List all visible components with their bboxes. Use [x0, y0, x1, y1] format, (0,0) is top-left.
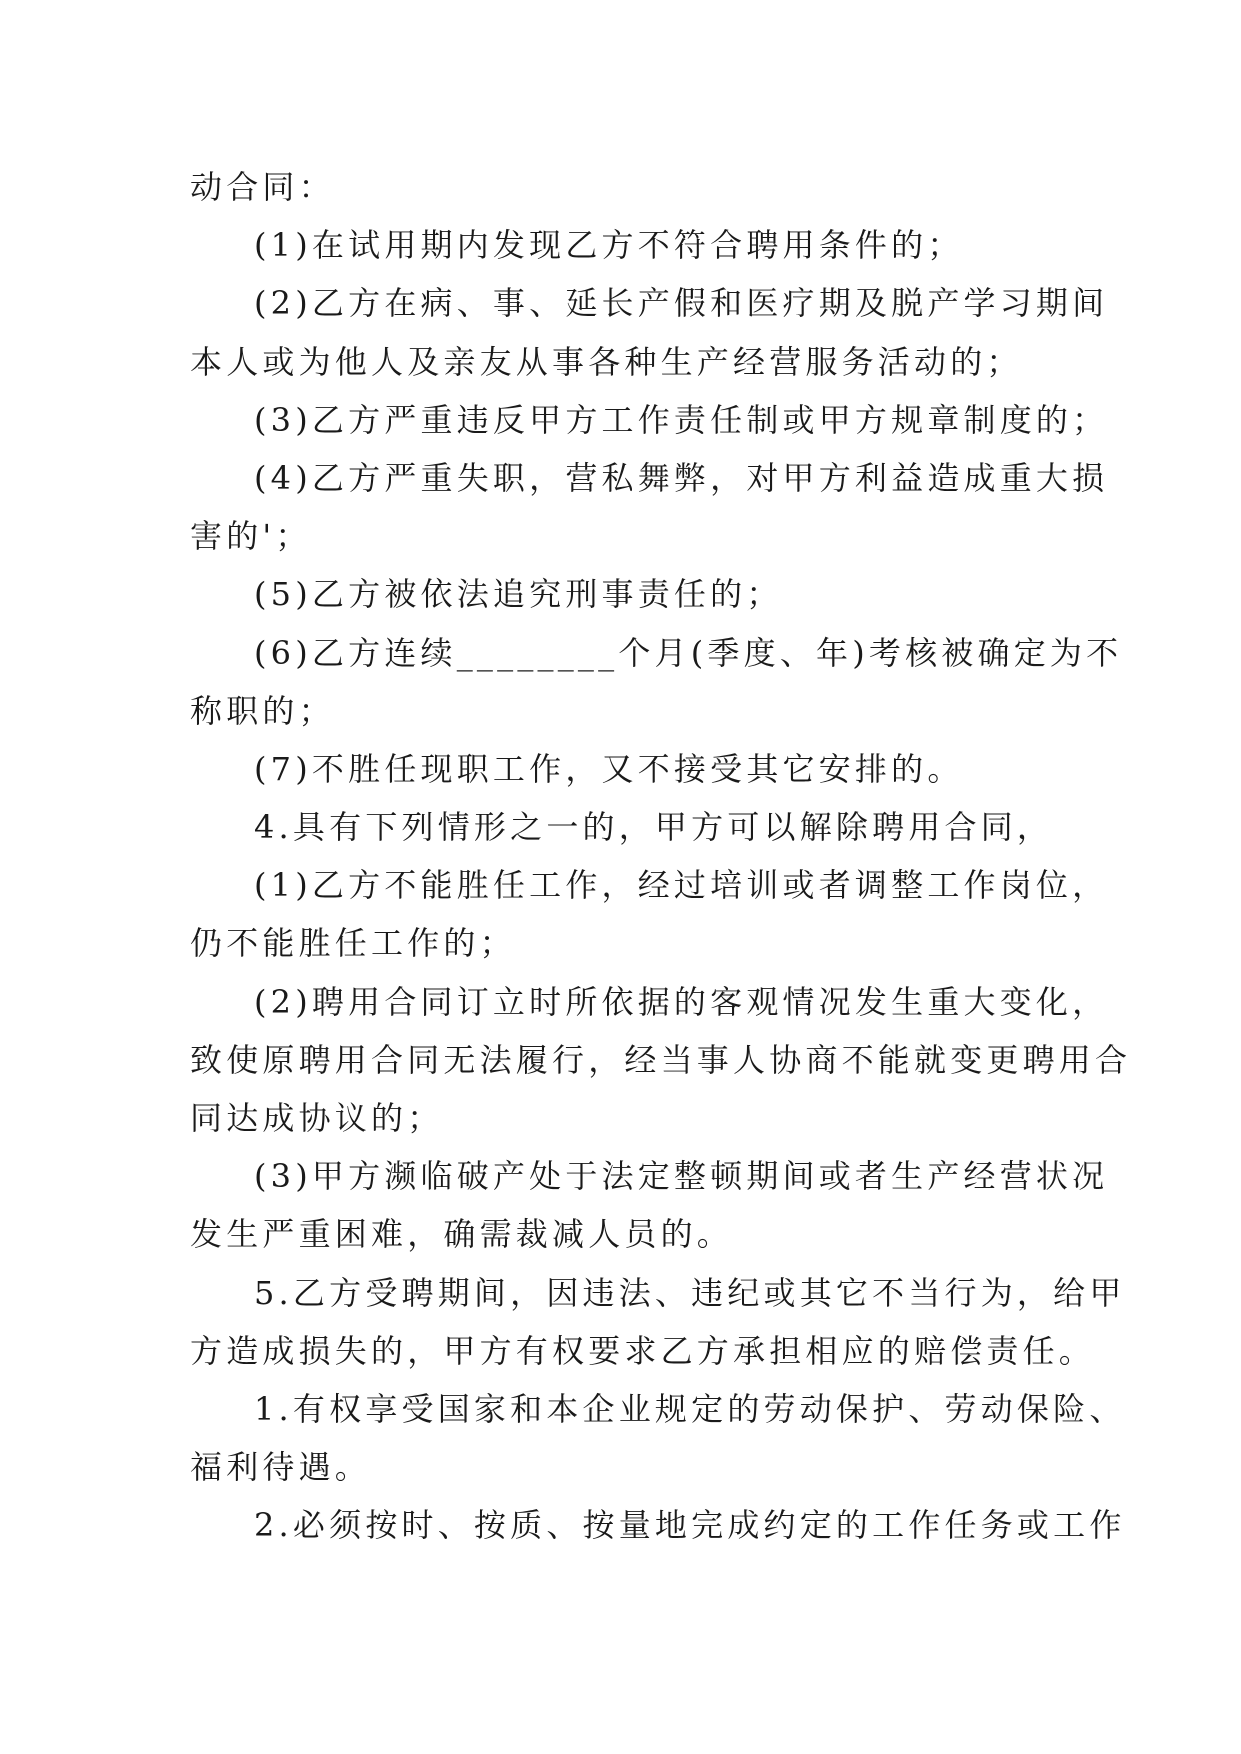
text-line-7: 害的'； — [190, 517, 312, 556]
text-line-24: 2.必须按时、按质、按量地完成约定的工作任务或工作 — [254, 1506, 1126, 1545]
text-line-23: 福利待遇。 — [190, 1448, 372, 1487]
text-line-17: 同达成协议的； — [190, 1099, 444, 1137]
text-line-14: 仍不能胜任工作的； — [190, 924, 516, 963]
text-line-1: 动合同： — [190, 168, 335, 206]
text-line-5: (3)乙方严重违反甲方工作责任制或甲方规章制度的； — [254, 400, 1109, 439]
text-line-19: 发生严重困难，确需裁减人员的。 — [190, 1215, 734, 1254]
document-body — [190, 158, 1132, 1555]
text-line-18: (3)甲方濒临破产处于法定整顿期间或者生产经营状况 — [254, 1157, 1109, 1196]
text-line-15: (2)聘用合同订立时所依据的客观情况发生重大变化， — [254, 982, 1109, 1021]
text-line-10: 称职的； — [190, 691, 335, 730]
text-line-9: (6)乙方连续________个月(季度、年)考核被确定为不 — [254, 633, 1123, 672]
text-line-6: (4)乙方严重失职，营私舞弊，对甲方利益造成重大损 — [254, 458, 1109, 497]
text-line-22: 1.有权享受国家和本企业规定的劳动保护、劳动保险、 — [254, 1389, 1126, 1428]
text-line-11: (7)不胜任现职工作，又不接受其它安排的。 — [254, 749, 964, 788]
text-line-20: 5.乙方受聘期间，因违法、违纪或其它不当行为，给甲 — [254, 1273, 1126, 1312]
text-line-21: 方造成损失的，甲方有权要求乙方承担相应的赔偿责任。 — [190, 1331, 1096, 1370]
text-line-2: (1)在试用期内发现乙方不符合聘用条件的； — [254, 226, 964, 265]
text-line-12: 4.具有下列情形之一的，甲方可以解除聘用合同， — [254, 808, 1054, 847]
text-line-8: (5)乙方被依法追究刑事责任的； — [254, 575, 783, 614]
text-line-13: (1)乙方不能胜任工作，经过培训或者调整工作岗位， — [254, 866, 1109, 905]
text-line-16: 致使原聘用合同无法履行，经当事人协商不能就变更聘用合 — [190, 1040, 1132, 1079]
text-line-4: 本人或为他人及亲友从事各种生产经营服务活动的； — [190, 342, 1023, 381]
text-line-3: (2)乙方在病、事、延长产假和医疗期及脱产学习期间 — [254, 284, 1109, 323]
